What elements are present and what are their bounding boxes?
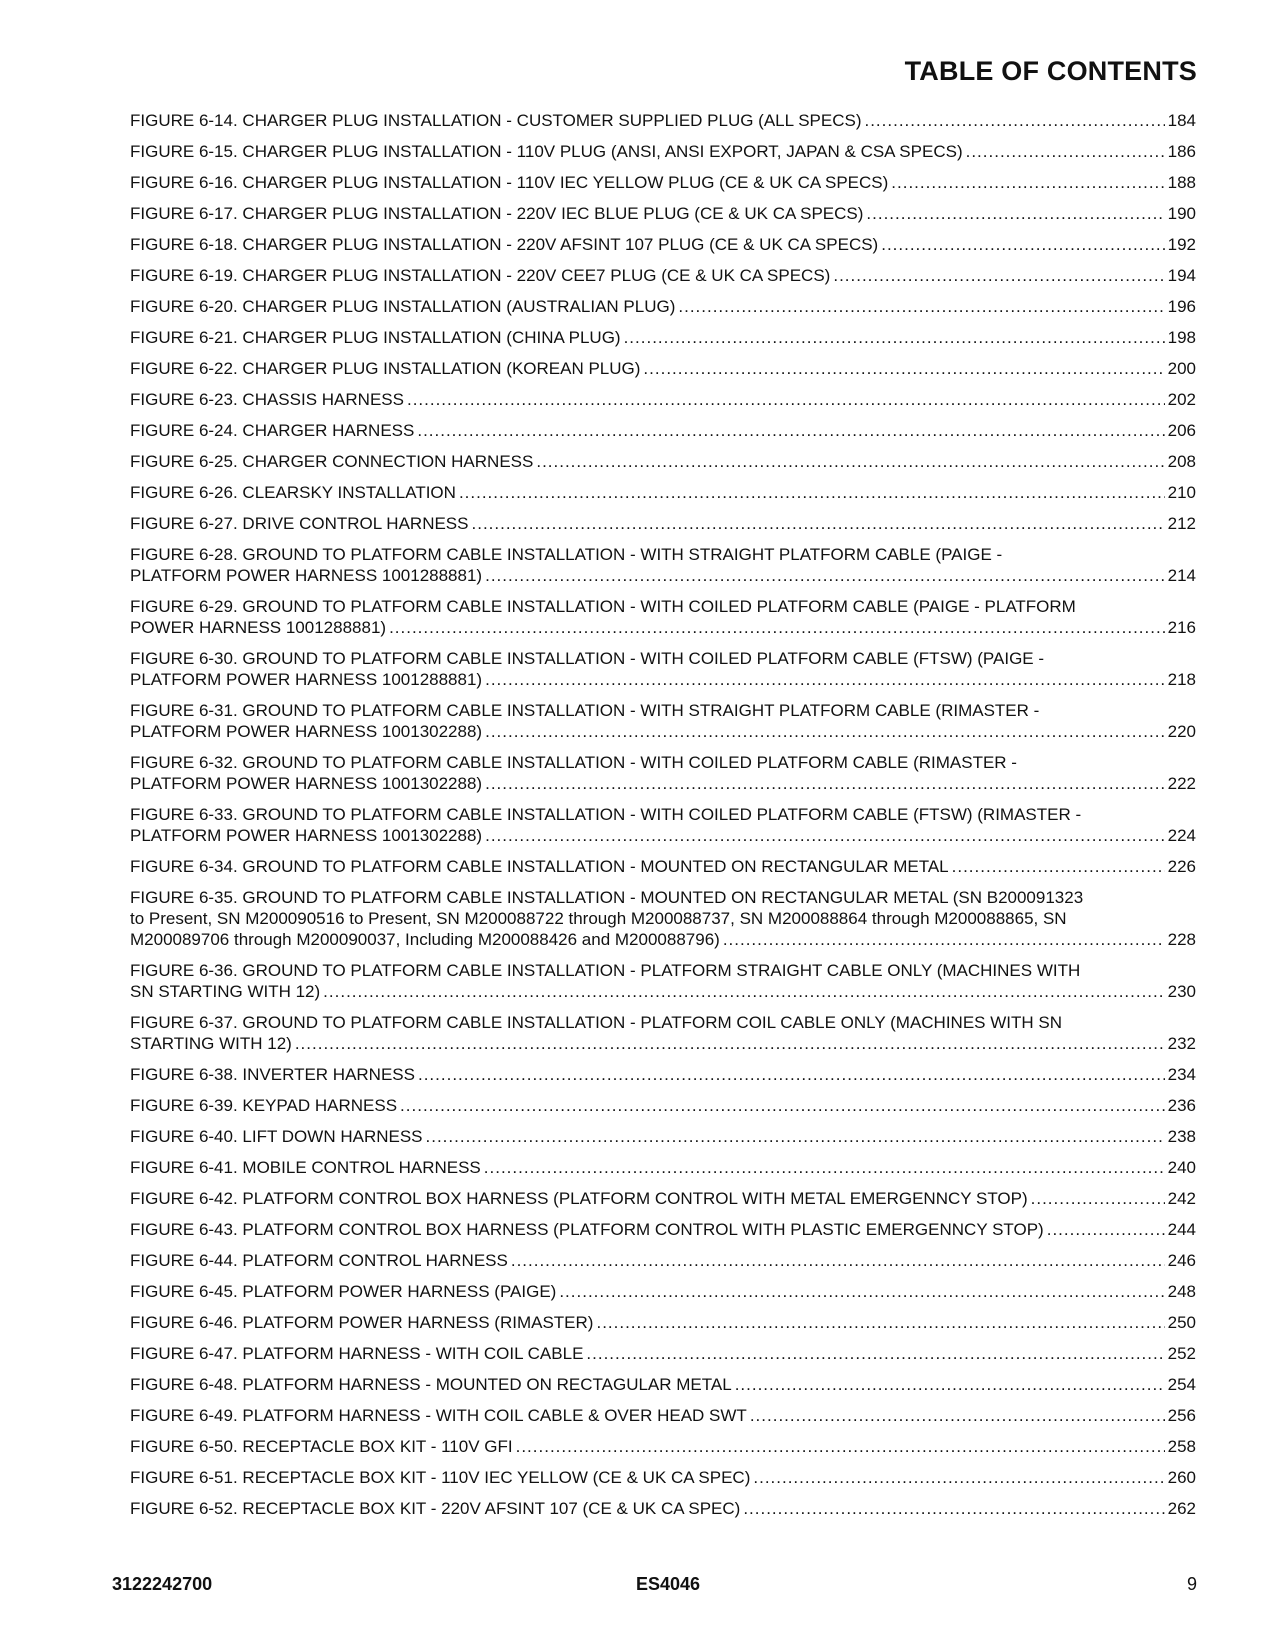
toc-page-number: 224	[1167, 826, 1196, 845]
toc-entry-row	[130, 929, 1196, 950]
toc-entry-row	[130, 1498, 1196, 1519]
toc-page-number: 236	[1167, 1096, 1196, 1115]
toc-entry-row	[130, 1095, 1196, 1116]
toc-entry-text: FIGURE 6-35. GROUND TO PLATFORM CABLE INSTALLATION - MOUNTED ON RECTANGULAR METAL (SN B200091323	[130, 888, 1084, 907]
footer-model: ES4046	[636, 1574, 701, 1594]
toc-entry-row	[130, 856, 1196, 877]
toc-entry-row	[130, 420, 1196, 441]
toc-entry[interactable]	[130, 327, 1196, 348]
toc-entry-text: PLATFORM POWER HARNESS 1001302288)	[130, 826, 483, 845]
toc-entry[interactable]	[130, 1250, 1196, 1271]
toc-entry-text: PLATFORM POWER HARNESS 1001302288)	[130, 722, 483, 741]
toc-page-number: 214	[1167, 566, 1196, 585]
toc-entry-row	[130, 389, 1196, 410]
toc-page-number: 192	[1167, 235, 1196, 254]
dot-leader	[485, 825, 1165, 846]
toc-entry[interactable]	[130, 596, 1196, 638]
toc-page-number: 240	[1167, 1158, 1196, 1177]
toc-page-number: 208	[1167, 452, 1196, 471]
dot-leader	[559, 1281, 1164, 1302]
toc-entry[interactable]	[130, 110, 1196, 131]
toc-entry-row	[130, 1157, 1196, 1178]
toc-entry-text: FIGURE 6-23. CHASSIS HARNESS	[130, 390, 404, 409]
toc-list	[130, 110, 1196, 1529]
toc-entry[interactable]	[130, 1467, 1196, 1488]
toc-entry-row	[130, 451, 1196, 472]
toc-entry[interactable]	[130, 1374, 1196, 1395]
toc-entry-row	[130, 265, 1196, 286]
dot-leader	[407, 389, 1165, 410]
toc-entry-row	[130, 669, 1196, 690]
toc-page-number: 246	[1167, 1251, 1196, 1270]
dot-leader	[864, 110, 1164, 131]
toc-entry-row	[130, 172, 1196, 193]
toc-entry-text: FIGURE 6-38. INVERTER HARNESS	[130, 1065, 415, 1084]
toc-entry[interactable]	[130, 1064, 1196, 1085]
dot-leader	[624, 327, 1165, 348]
toc-page-number: 202	[1167, 390, 1196, 409]
toc-entry-row	[130, 1281, 1196, 1302]
toc-page-number: 248	[1167, 1282, 1196, 1301]
dot-leader	[426, 1126, 1165, 1147]
toc-page-number: 252	[1167, 1344, 1196, 1363]
toc-page-number: 228	[1167, 930, 1196, 949]
dot-leader	[586, 1343, 1164, 1364]
toc-entry-text: FIGURE 6-42. PLATFORM CONTROL BOX HARNESS (PLATFORM CONTROL WITH METAL EMERGENNCY STOP)	[130, 1189, 1028, 1208]
page-title: TABLE OF CONTENTS	[904, 56, 1197, 86]
toc-entry-row	[130, 773, 1196, 794]
toc-entry-row	[130, 565, 1196, 586]
dot-leader	[881, 234, 1164, 255]
toc-entry-text: FIGURE 6-50. RECEPTACLE BOX KIT - 110V GFI	[130, 1437, 513, 1456]
toc-entry[interactable]	[130, 960, 1196, 1002]
toc-entry-text: FIGURE 6-49. PLATFORM HARNESS - WITH COIL CABLE & OVER HEAD SWT	[130, 1406, 747, 1425]
toc-entry-row	[130, 234, 1196, 255]
toc-page-number: 200	[1167, 359, 1196, 378]
toc-entry-row	[130, 1467, 1196, 1488]
toc-page-number: 226	[1167, 857, 1196, 876]
dot-leader	[485, 773, 1165, 794]
toc-entry-row	[130, 1033, 1196, 1054]
toc-entry[interactable]	[130, 141, 1196, 162]
toc-entry-text: FIGURE 6-41. MOBILE CONTROL HARNESS	[130, 1158, 481, 1177]
dot-leader	[472, 513, 1165, 534]
dot-leader	[723, 929, 1165, 950]
dot-leader	[678, 296, 1164, 317]
toc-entry-row	[130, 482, 1196, 503]
toc-page-number: 194	[1167, 266, 1196, 285]
toc-entry-text: FIGURE 6-31. GROUND TO PLATFORM CABLE INSTALLATION - WITH STRAIGHT PLATFORM CABLE (RIMASTER -	[130, 701, 1040, 720]
toc-entry-row	[130, 203, 1196, 224]
toc-entry-row	[130, 617, 1196, 638]
toc-entry[interactable]	[130, 1012, 1196, 1054]
toc-entry-text: FIGURE 6-34. GROUND TO PLATFORM CABLE INSTALLATION - MOUNTED ON RECTANGULAR METAL	[130, 857, 949, 876]
toc-entry-row	[130, 1436, 1196, 1457]
toc-page-number: 244	[1167, 1220, 1196, 1239]
toc-entry[interactable]	[130, 358, 1196, 379]
dot-leader	[485, 565, 1165, 586]
toc-entry[interactable]	[130, 482, 1196, 503]
toc-entry[interactable]	[130, 1188, 1196, 1209]
dot-leader	[418, 1064, 1165, 1085]
toc-page-number: 260	[1167, 1468, 1196, 1487]
toc-entry[interactable]	[130, 752, 1196, 794]
toc-entry-row	[130, 981, 1196, 1002]
toc-entry-text: FIGURE 6-22. CHARGER PLUG INSTALLATION (KOREAN PLUG)	[130, 359, 641, 378]
toc-entry-row	[130, 1219, 1196, 1240]
toc-entry-text: FIGURE 6-20. CHARGER PLUG INSTALLATION (AUSTRALIAN PLUG)	[130, 297, 676, 316]
toc-page-number: 262	[1167, 1499, 1196, 1518]
dot-leader	[833, 265, 1164, 286]
toc-page-number: 222	[1167, 774, 1196, 793]
toc-page-number: 196	[1167, 297, 1196, 316]
footer-page-number: 9	[1186, 1574, 1197, 1594]
toc-entry-row	[130, 825, 1196, 846]
toc-entry-text: FIGURE 6-25. CHARGER CONNECTION HARNESS	[130, 452, 534, 471]
toc-entry-row	[130, 1126, 1196, 1147]
dot-leader	[866, 203, 1164, 224]
dot-leader	[743, 1498, 1164, 1519]
toc-entry[interactable]	[130, 234, 1196, 255]
toc-entry[interactable]	[130, 1498, 1196, 1519]
dot-leader	[485, 721, 1165, 742]
toc-entry-text: FIGURE 6-40. LIFT DOWN HARNESS	[130, 1127, 423, 1146]
toc-entry-text: FIGURE 6-14. CHARGER PLUG INSTALLATION - CUSTOMER SUPPLIED PLUG (ALL SPECS)	[130, 111, 862, 130]
toc-page-number: 218	[1167, 670, 1196, 689]
dot-leader	[750, 1405, 1165, 1426]
toc-page-number: 220	[1167, 722, 1196, 741]
toc-entry[interactable]	[130, 1405, 1196, 1426]
toc-entry-text: FIGURE 6-32. GROUND TO PLATFORM CABLE INSTALLATION - WITH COILED PLATFORM CABLE (RIMASTER -	[130, 753, 1017, 772]
toc-page-number: 254	[1167, 1375, 1196, 1394]
toc-entry[interactable]	[130, 513, 1196, 534]
toc-entry[interactable]	[130, 172, 1196, 193]
toc-entry[interactable]	[130, 265, 1196, 286]
toc-page-number: 186	[1167, 142, 1196, 161]
toc-page-number: 210	[1167, 483, 1196, 502]
toc-entry[interactable]	[130, 1095, 1196, 1116]
dot-leader	[1031, 1188, 1165, 1209]
toc-entry-text: FIGURE 6-27. DRIVE CONTROL HARNESS	[130, 514, 469, 533]
toc-entry-text: STARTING WITH 12)	[130, 1034, 292, 1053]
toc-entry[interactable]	[130, 700, 1196, 742]
toc-entry[interactable]	[130, 1157, 1196, 1178]
toc-page-number: 256	[1167, 1406, 1196, 1425]
toc-page-number: 216	[1167, 618, 1196, 637]
toc-entry-text: FIGURE 6-36. GROUND TO PLATFORM CABLE INSTALLATION - PLATFORM STRAIGHT CABLE ONLY (MACHINES WITH	[130, 961, 1081, 980]
toc-page-number: 206	[1167, 421, 1196, 440]
toc-entry-text: FIGURE 6-16. CHARGER PLUG INSTALLATION - 110V IEC YELLOW PLUG (CE & UK CA SPECS)	[130, 173, 889, 192]
dot-leader	[295, 1033, 1165, 1054]
toc-entry-text: POWER HARNESS 1001288881)	[130, 618, 387, 637]
toc-page-number: 234	[1167, 1065, 1196, 1084]
toc-entry[interactable]	[130, 1126, 1196, 1147]
toc-entry-row	[130, 110, 1196, 131]
dot-leader	[891, 172, 1164, 193]
footer-part-number: 3122242700	[112, 1574, 213, 1594]
toc-entry[interactable]	[130, 1219, 1196, 1240]
toc-entry-text: FIGURE 6-18. CHARGER PLUG INSTALLATION - 220V AFSINT 107 PLUG (CE & UK CA SPECS)	[130, 235, 879, 254]
toc-page-number: 258	[1167, 1437, 1196, 1456]
toc-page-number: 188	[1167, 173, 1196, 192]
dot-leader	[643, 358, 1164, 379]
toc-entry-text: FIGURE 6-17. CHARGER PLUG INSTALLATION - 220V IEC BLUE PLUG (CE & UK CA SPECS)	[130, 204, 864, 223]
toc-page-number: 250	[1167, 1313, 1196, 1332]
toc-entry-text: PLATFORM POWER HARNESS 1001288881)	[130, 566, 483, 585]
toc-entry-text: FIGURE 6-52. RECEPTACLE BOX KIT - 220V AFSINT 107 (CE & UK CA SPEC)	[130, 1499, 741, 1518]
dot-leader	[323, 981, 1164, 1002]
toc-entry-text: FIGURE 6-24. CHARGER HARNESS	[130, 421, 415, 440]
toc-entry-text: FIGURE 6-47. PLATFORM HARNESS - WITH COIL CABLE	[130, 1344, 584, 1363]
dot-leader	[753, 1467, 1164, 1488]
toc-entry-text: FIGURE 6-28. GROUND TO PLATFORM CABLE INSTALLATION - WITH STRAIGHT PLATFORM CABLE (PAIGE -	[130, 545, 1003, 564]
toc-entry[interactable]	[130, 544, 1196, 586]
toc-entry-row	[130, 721, 1196, 742]
toc-entry-row	[130, 1188, 1196, 1209]
toc-entry[interactable]	[130, 451, 1196, 472]
toc-entry-row	[130, 513, 1196, 534]
dot-leader	[485, 669, 1165, 690]
toc-entry[interactable]	[130, 887, 1196, 950]
toc-entry-text: FIGURE 6-48. PLATFORM HARNESS - MOUNTED ON RECTAGULAR METAL	[130, 1375, 732, 1394]
toc-entry-text: FIGURE 6-33. GROUND TO PLATFORM CABLE INSTALLATION - WITH COILED PLATFORM CABLE (FTSW) (RIMASTER -	[130, 805, 1082, 824]
toc-page-number: 238	[1167, 1127, 1196, 1146]
toc-entry-text: FIGURE 6-51. RECEPTACLE BOX KIT - 110V IEC YELLOW (CE & UK CA SPEC)	[130, 1468, 751, 1487]
toc-entry-text: to Present, SN M200090516 to Present, SN M200088722 through M200088737, SN M200088864 through M200088865, SN	[130, 909, 1067, 928]
toc-entry-text: FIGURE 6-39. KEYPAD HARNESS	[130, 1096, 398, 1115]
toc-entry-text: M200089706 through M200090037, Including M200088426 and M200088796)	[130, 930, 720, 949]
toc-entry-row	[130, 1312, 1196, 1333]
toc-entry-row	[130, 141, 1196, 162]
toc-page-number: 190	[1167, 204, 1196, 223]
toc-entry[interactable]	[130, 296, 1196, 317]
toc-entry-text: PLATFORM POWER HARNESS 1001288881)	[130, 670, 483, 689]
dot-leader	[966, 141, 1165, 162]
toc-entry[interactable]	[130, 1281, 1196, 1302]
toc-entry[interactable]	[130, 420, 1196, 441]
toc-entry-text: FIGURE 6-43. PLATFORM CONTROL BOX HARNESS (PLATFORM CONTROL WITH PLASTIC EMERGENNCY STOP)	[130, 1220, 1044, 1239]
dot-leader	[516, 1436, 1165, 1457]
toc-entry-row	[130, 1405, 1196, 1426]
toc-entry-row	[130, 296, 1196, 317]
toc-entry-row	[130, 358, 1196, 379]
dot-leader	[459, 482, 1165, 503]
toc-page-number: 198	[1167, 328, 1196, 347]
toc-entry[interactable]	[130, 648, 1196, 690]
dot-leader	[596, 1312, 1164, 1333]
toc-entry-text: FIGURE 6-21. CHARGER PLUG INSTALLATION (CHINA PLUG)	[130, 328, 621, 347]
toc-entry-text: FIGURE 6-29. GROUND TO PLATFORM CABLE INSTALLATION - WITH COILED PLATFORM CABLE (PAIGE - PLATFORM	[130, 597, 1076, 616]
dot-leader	[400, 1095, 1165, 1116]
toc-entry-row	[130, 327, 1196, 348]
dot-leader	[417, 420, 1164, 441]
dot-leader	[1047, 1219, 1165, 1240]
toc-entry-text: FIGURE 6-30. GROUND TO PLATFORM CABLE INSTALLATION - WITH COILED PLATFORM CABLE (FTSW) (PAIGE -	[130, 649, 1045, 668]
toc-entry-text: FIGURE 6-19. CHARGER PLUG INSTALLATION - 220V CEE7 PLUG (CE & UK CA SPECS)	[130, 266, 831, 285]
toc-entry-text: FIGURE 6-15. CHARGER PLUG INSTALLATION - 110V PLUG (ANSI, ANSI EXPORT, JAPAN & CSA SPECS)	[130, 142, 963, 161]
toc-entry-text: FIGURE 6-46. PLATFORM POWER HARNESS (RIMASTER)	[130, 1313, 594, 1332]
toc-entry-text: FIGURE 6-37. GROUND TO PLATFORM CABLE INSTALLATION - PLATFORM COIL CABLE ONLY (MACHINES WITH SN	[130, 1013, 1063, 1032]
toc-entry[interactable]	[130, 203, 1196, 224]
toc-entry[interactable]	[130, 856, 1196, 877]
dot-leader	[389, 617, 1165, 638]
toc-page-number: 242	[1167, 1189, 1196, 1208]
toc-page-number: 212	[1167, 514, 1196, 533]
toc-entry-row	[130, 1343, 1196, 1364]
toc-entry-text: FIGURE 6-26. CLEARSKY INSTALLATION	[130, 483, 456, 502]
toc-entry-row	[130, 1250, 1196, 1271]
toc-page-number: 232	[1167, 1034, 1196, 1053]
dot-leader	[484, 1157, 1165, 1178]
toc-entry-row	[130, 1064, 1196, 1085]
dot-leader	[536, 451, 1164, 472]
toc-entry-text: SN STARTING WITH 12)	[130, 982, 321, 1001]
dot-leader	[952, 856, 1165, 877]
dot-leader	[735, 1374, 1165, 1395]
toc-entry-text: PLATFORM POWER HARNESS 1001302288)	[130, 774, 483, 793]
dot-leader	[511, 1250, 1165, 1271]
toc-entry[interactable]	[130, 1436, 1196, 1457]
toc-entry[interactable]	[130, 804, 1196, 846]
toc-entry-text: FIGURE 6-44. PLATFORM CONTROL HARNESS	[130, 1251, 508, 1270]
toc-entry-row	[130, 1374, 1196, 1395]
toc-entry[interactable]	[130, 1312, 1196, 1333]
toc-page-number: 184	[1167, 111, 1196, 130]
toc-page-number: 230	[1167, 982, 1196, 1001]
toc-entry-text: FIGURE 6-45. PLATFORM POWER HARNESS (PAIGE)	[130, 1282, 557, 1301]
toc-entry[interactable]	[130, 389, 1196, 410]
toc-entry[interactable]	[130, 1343, 1196, 1364]
